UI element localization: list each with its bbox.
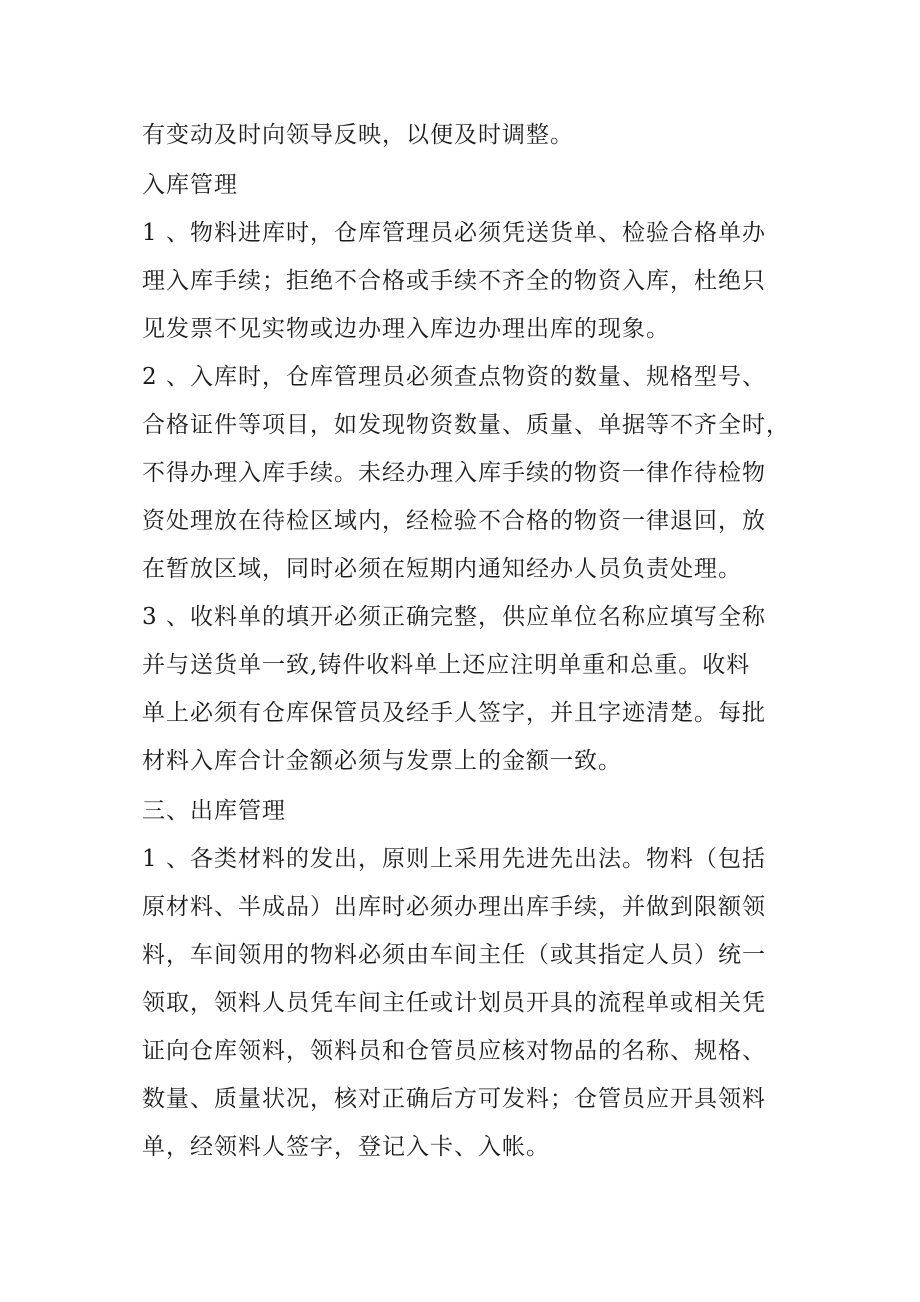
section-heading-receiving: 入库管理 [142, 172, 238, 198]
text-line: 材料入库合计金额必须与发票上的金额一致。 [142, 748, 622, 774]
text-line: 料，车间领用的物料必须由车间主任（或其指定人员）统一 [142, 942, 766, 968]
text-line: 合格证件等项目，如发现物资数量、质量、单据等不齐全时， [142, 412, 790, 438]
text-line: 在暂放区域，同时必须在短期内通知经办人员负责处理。 [142, 556, 742, 582]
text-line: 原材料、半成品）出库时必须办理出库手续，并做到限额领 [142, 894, 766, 920]
text-line: 1 、各类材料的发出，原则上采用先进先出法。物料（包括 [142, 846, 766, 872]
text-line: 3 、收料单的填开必须正确完整，供应单位名称应填写全称 [142, 604, 766, 630]
text-line: 单上必须有仓库保管员及经手人签字，并且字迹清楚。每批 [142, 700, 766, 726]
text-line: 证向仓库领料，领料员和仓管员应核对物品的名称、规格、 [142, 1038, 766, 1064]
text-line: 有变动及时向领导反映，以便及时调整。 [142, 122, 574, 148]
text-line: 单，经领料人签字，登记入卡、入帐。 [142, 1134, 550, 1160]
text-line: 并与送货单一致,铸件收料单上还应注明单重和总重。收料 [142, 652, 751, 678]
text-line: 领取，领料人员凭车间主任或计划员开具的流程单或相关凭 [142, 990, 766, 1016]
text-line: 资处理放在待检区域内，经检验不合格的物资一律退回，放 [142, 508, 766, 534]
text-line: 见发票不见实物或边办理入库边办理出库的现象。 [142, 316, 670, 342]
text-line: 数量、质量状况，核对正确后方可发料；仓管员应开具领料 [142, 1086, 766, 1112]
section-heading-outbound: 三、出库管理 [142, 798, 286, 824]
text-line: 1 、物料进库时，仓库管理员必须凭送货单、检验合格单办 [142, 220, 766, 246]
text-line: 2 、入库时，仓库管理员必须查点物资的数量、规格型号、 [142, 364, 766, 390]
text-line: 理入库手续；拒绝不合格或手续不齐全的物资入库，杜绝只 [142, 268, 766, 294]
text-line: 不得办理入库手续。未经办理入库手续的物资一律作待检物 [142, 460, 766, 486]
